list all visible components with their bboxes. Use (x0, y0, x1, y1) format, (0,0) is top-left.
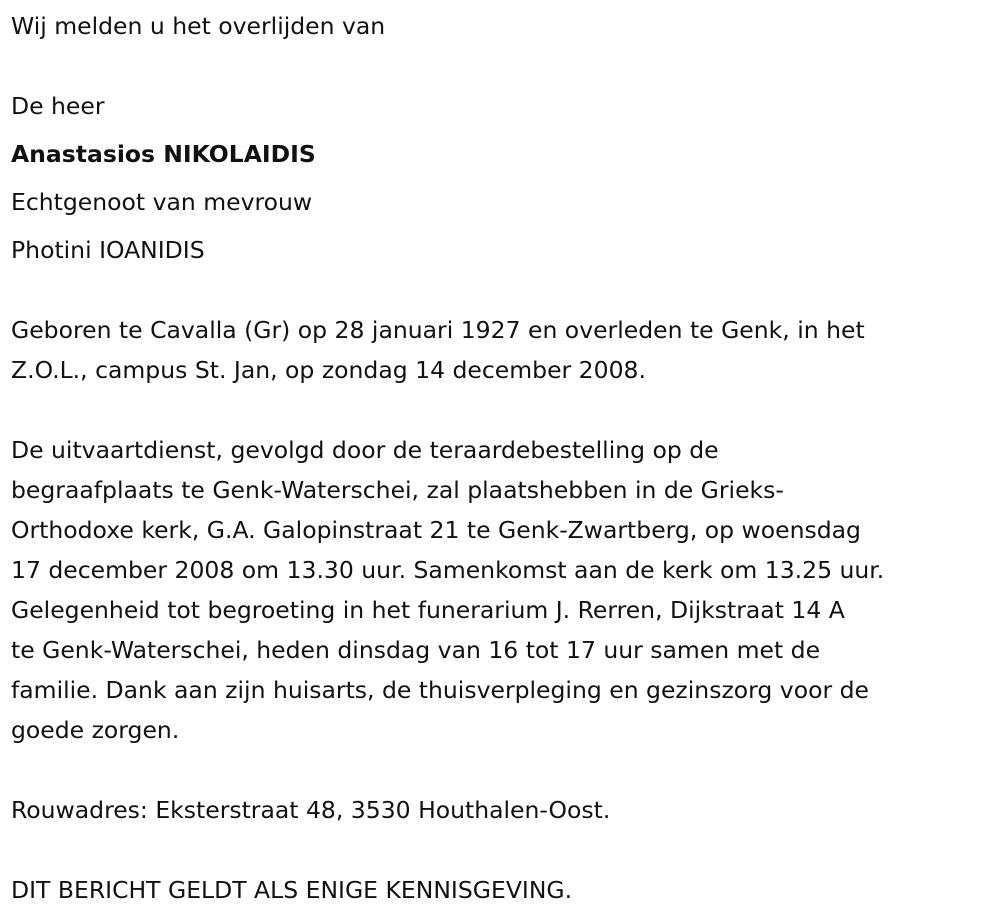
mourning-address: Rouwadres: Eksterstraat 48, 3530 Houthalen-Oost. (11, 796, 611, 824)
spouse-label: Echtgenoot van mevrouw (11, 188, 313, 216)
birth-death-line-1: Geboren te Cavalla (Gr) op 28 januari 1927 en overleden te Genk, in het (11, 316, 865, 344)
service-line-7: familie. Dank aan zijn huisarts, de thuisverpleging en gezinszorg voor de (11, 676, 869, 704)
birth-death-line-2: Z.O.L., campus St. Jan, op zondag 14 december 2008. (11, 356, 646, 384)
closing-statement: DIT BERICHT GELDT ALS ENIGE KENNISGEVING. (11, 876, 573, 904)
service-line-1: De uitvaartdienst, gevolgd door de teraardebestelling op de (11, 436, 719, 464)
service-line-4: 17 december 2008 om 13.30 uur. Samenkomst aan de kerk om 13.25 uur. (11, 556, 885, 584)
service-line-5: Gelegenheid tot begroeting in het funerarium J. Rerren, Dijkstraat 14 A (11, 596, 845, 624)
salutation: De heer (11, 92, 105, 120)
deceased-name: Anastasios NIKOLAIDIS (11, 140, 316, 168)
service-line-3: Orthodoxe kerk, G.A. Galopinstraat 21 te Genk-Zwartberg, op woensdag (11, 516, 861, 544)
service-line-6: te Genk-Waterschei, heden dinsdag van 16 tot 17 uur samen met de (11, 636, 821, 664)
intro-text: Wij melden u het overlijden van (11, 12, 386, 40)
service-line-2: begraafplaats te Genk-Waterschei, zal plaatshebben in de Grieks- (11, 476, 784, 504)
service-line-8: goede zorgen. (11, 716, 180, 744)
spouse-name: Photini IOANIDIS (11, 236, 205, 264)
